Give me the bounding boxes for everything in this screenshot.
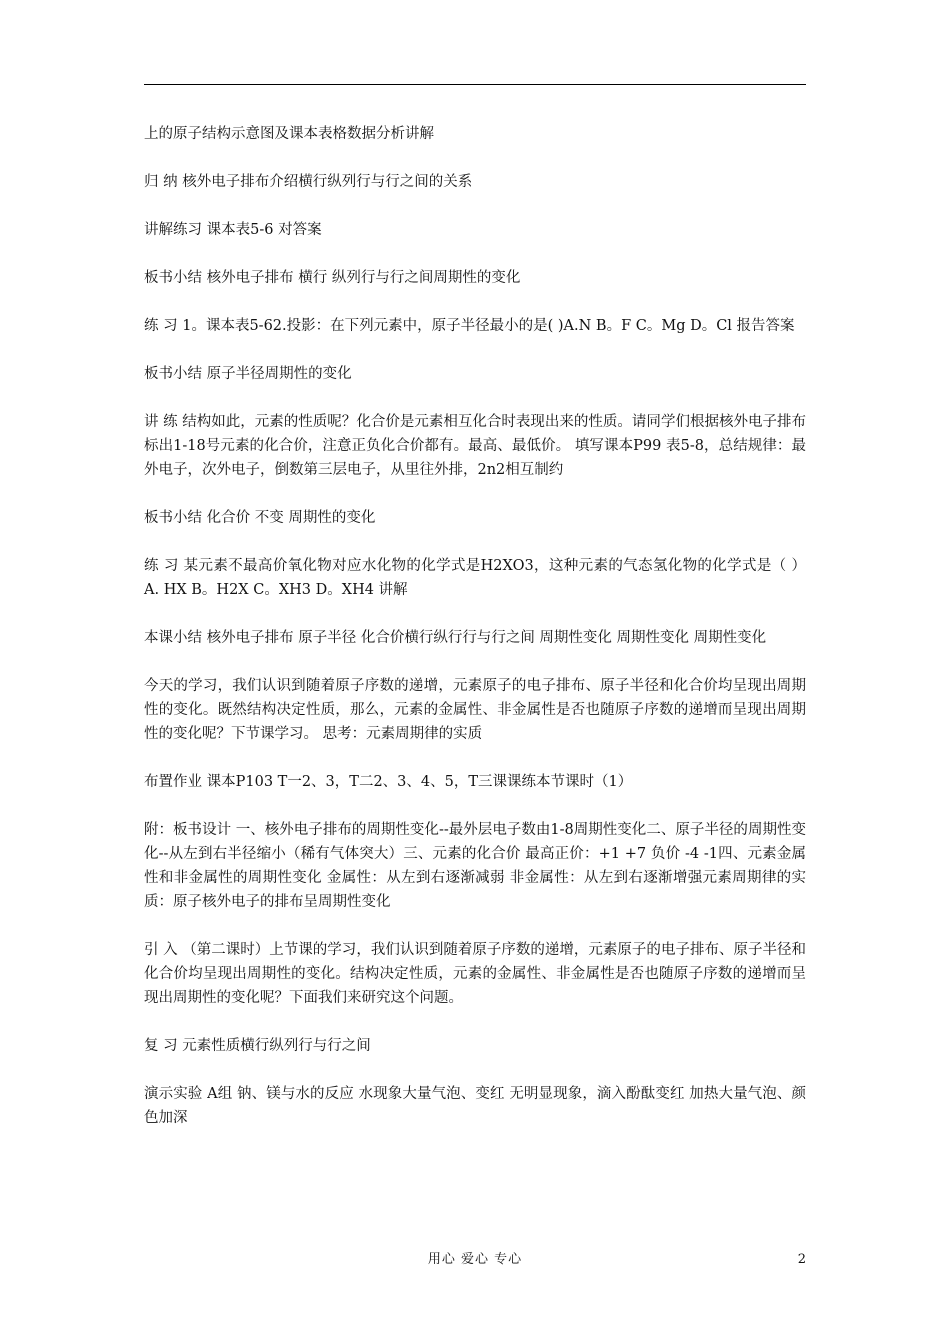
paragraph: 板书小结 核外电子排布 横行 纵列行与行之间周期性的变化 (144, 270, 521, 286)
document-body (144, 122, 806, 1154)
paragraph: 引 入 （第二课时）上节课的学习，我们认识到随着原子序数的递增，元素原子的电子排布、原子半径和化合价均呈现出周期性的变化。结构决定性质，元素的金属性、非金属性是否也随原子序数的递增而呈现出周期性的变化呢？下面我们来研究这个问题。 (144, 942, 806, 1006)
paragraph: 讲 练 结构如此，元素的性质呢？化合价是元素相互化合时表现出来的性质。请同学们根据核外电子排布标出1-18号元素的化合价，注意正负化合价都有。最高、最低价。 填写课本P99 表5-8，总结规律：最外电子，次外电子，倒数第三层电子，从里往外排，2n2相互制约 (144, 414, 806, 478)
paragraph: 练 习 某元素不最高价氧化物对应水化物的化学式是H2XO3，这种元素的气态氢化物的化学式是（ ） A. HX B。H2X C。XH3 D。XH4 讲解 (144, 558, 806, 598)
footer-text: 用心 爱心 专心 (427, 1252, 523, 1267)
paragraph: 复 习 元素性质横行纵列行与行之间 (144, 1038, 371, 1054)
page-footer (0, 1250, 950, 1270)
page-number: 2 (797, 1252, 806, 1267)
paragraph: 练 习 1。课本表5-62.投影：在下列元素中，原子半径最小的是( )A.N B。F C。Mg D。Cl 报告答案 (144, 318, 795, 334)
paragraph: 板书小结 原子半径周期性的变化 (144, 366, 352, 382)
paragraph: 附：板书设计 一、核外电子排布的周期性变化--最外层电子数由1-8周期性变化二、原子半径的周期性变化--从左到右半径缩小（稀有气体突大）三、元素的化合价 最高正价：+1 +7 负价 -4 -1四、元素金属性和非金属性的周期性变化 金属性：从左到右逐渐减弱 非金属性：从左到右逐渐增强元素周期律的实质：原子核外电子的排布呈周期性变化 (144, 822, 806, 910)
header-rule (144, 84, 806, 85)
paragraph: 演示实验 A组 钠、镁与水的反应 水现象大量气泡、变红 无明显现象，滴入酚酞变红 加热大量气泡、颜色加深 (144, 1086, 806, 1126)
paragraph: 上的原子结构示意图及课本表格数据分析讲解 (144, 126, 434, 142)
paragraph: 布置作业 课本P103 T一2、3，T二2、3、4、5，T三课课练本节课时（1） (144, 774, 633, 790)
paragraph: 今天的学习，我们认识到随着原子序数的递增，元素原子的电子排布、原子半径和化合价均呈现出周期性的变化。既然结构决定性质，那么，元素的金属性、非金属性是否也随原子序数的递增而呈现出周期性的变化呢？下节课学习。 思考：元素周期律的实质 (144, 678, 806, 742)
paragraph: 归 纳 核外电子排布介绍横行纵列行与行之间的关系 (144, 174, 473, 190)
paragraph: 讲解练习 课本表5-6 对答案 (144, 222, 322, 238)
paragraph: 本课小结 核外电子排布 原子半径 化合价横行纵行行与行之间 周期性变化 周期性变化 周期性变化 (144, 630, 767, 646)
paragraph: 板书小结 化合价 不变 周期性的变化 (144, 510, 376, 526)
